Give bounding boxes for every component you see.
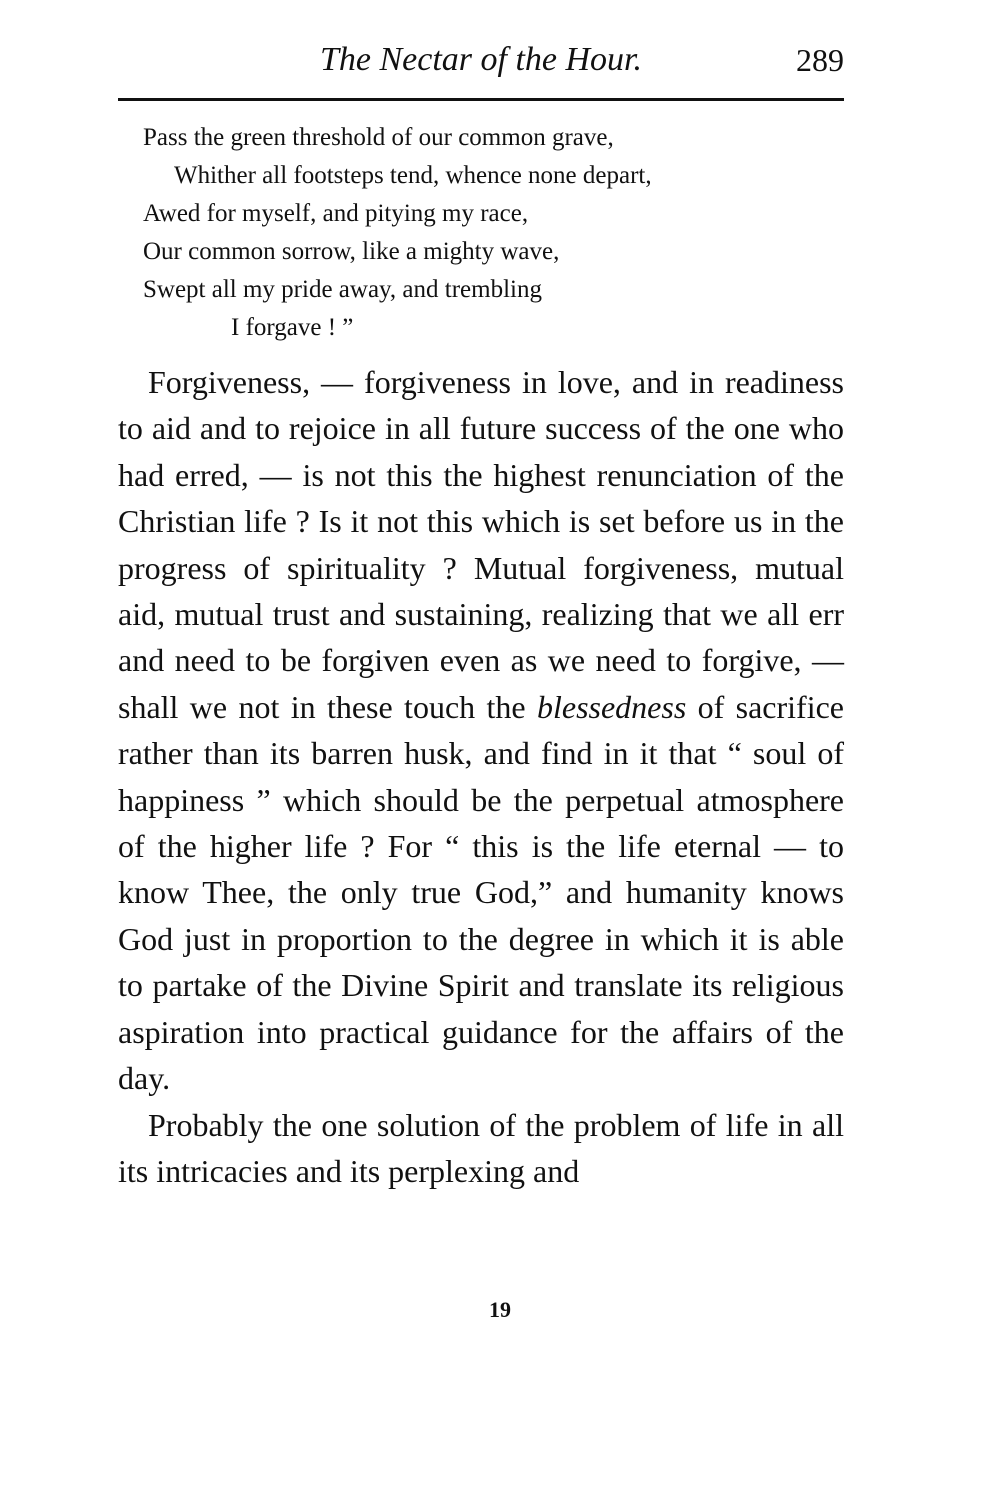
- paragraph: [118, 359, 844, 1102]
- verse-line: Whither all footsteps tend, whence none depart,: [174, 162, 652, 189]
- page-header: [118, 38, 844, 82]
- verse-line: Swept all my pride away, and trembling: [143, 276, 542, 303]
- signature-mark: 19: [489, 1297, 511, 1322]
- verse-line: I forgave ! ”: [231, 314, 354, 341]
- verse-line: Awed for myself, and pitying my race,: [143, 200, 529, 227]
- verse-block: [143, 119, 843, 347]
- running-title: The Nectar of the Hour.: [319, 41, 643, 78]
- verse-line: Our common sorrow, like a mighty wave,: [143, 238, 560, 265]
- paragraph-text: of sacrifice rather than its barren husk, and find in it that “ soul of happiness ” which should be the perpetual atmosphere of the higher life ? For “ this is the life eternal — to know Thee, the only true God,” and humanity knows God just in proportion to the degree in which it is able to partake of the Divine Spirit and translate its religious aspiration into practical guidance for the affairs of the day.: [118, 688, 845, 1097]
- page-number: 289: [796, 42, 844, 78]
- emphasis-text: blessedness: [536, 688, 687, 725]
- body-text: [118, 359, 844, 1194]
- header-rule: [118, 98, 844, 101]
- paragraph: Probably the one solution of the problem of life in all its intricacies and its perplexing and: [118, 1106, 844, 1189]
- verse-line: Pass the green threshold of our common grave,: [143, 124, 614, 151]
- paragraph-text: Forgiveness, — forgiveness in love, and in readiness to aid and to rejoice in all future success of the one who had erred, — is not this the highest renunciation of the Christian life ? Is it not this which is set before us in the progress of spirituality ? Mutual forgiveness, mutual aid, mutual trust and sustaining, realizing that we all err and need to be forgiven even as we need to forgive, — shall we not in these touch the: [118, 364, 844, 725]
